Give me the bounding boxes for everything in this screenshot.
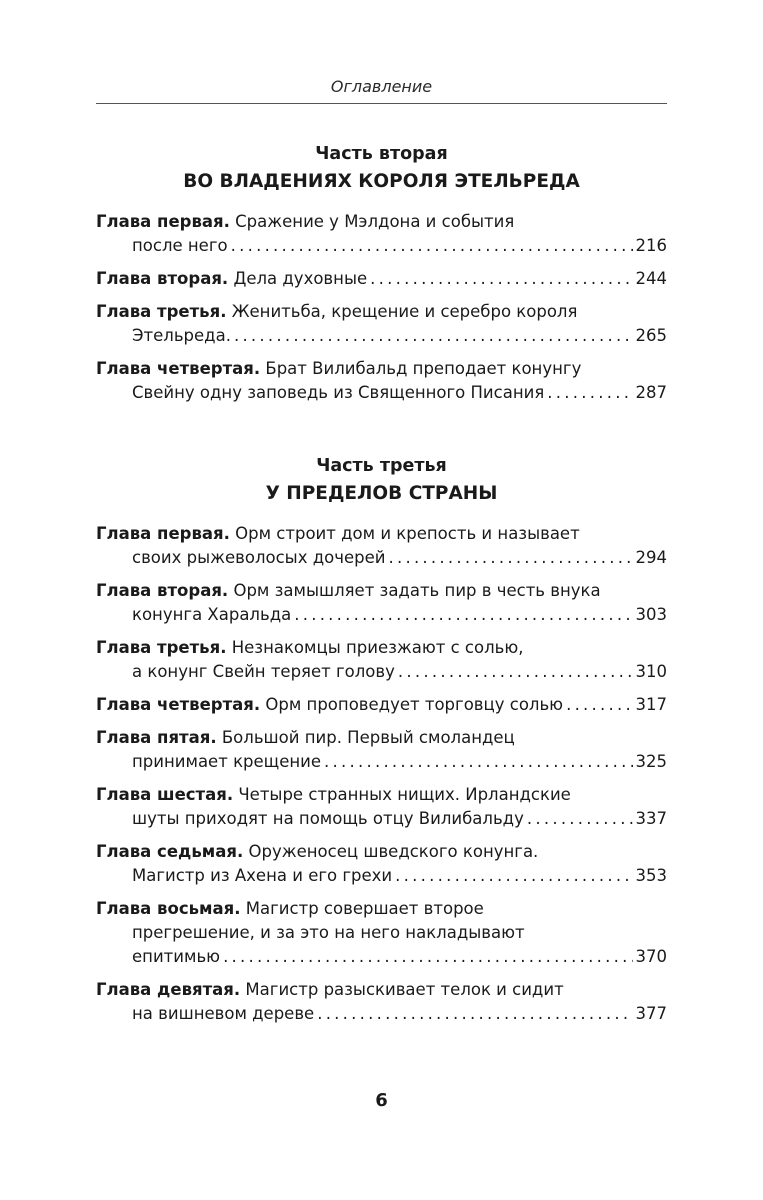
chapter-title-text: Магистр совершает второе [245,899,484,918]
chapter-page-number: 265 [635,326,667,345]
chapter-title-text: после него [132,236,228,255]
part-two [96,141,667,414]
toc-entry-line [96,381,667,405]
chapter-title-text: а конунг Свейн теряет голову [132,662,395,681]
header-rule [96,103,667,104]
chapter-title-text: своих рыжеволосых дочерей [132,548,386,567]
chapter-page-number: 370 [635,947,667,966]
chapter-label: Глава третья. [96,638,227,657]
toc-list [96,210,667,405]
chapter-label: Глава первая. [96,212,230,231]
part-heading [96,141,667,196]
toc-entry [96,726,667,774]
toc-entry-line [96,840,667,864]
dot-leader [395,864,632,888]
toc-entry-line [96,579,667,603]
toc-entry-line [96,726,667,750]
toc-entry [96,300,667,348]
chapter-page-number: 303 [635,605,667,624]
toc-entry [96,978,667,1026]
toc-entry [96,267,667,291]
chapter-title-text: Орм строит дом и крепость и называет [235,524,580,543]
dot-leader [388,546,632,570]
chapter-page-number: 294 [635,548,667,567]
chapter-label: Глава вторая. [96,269,229,288]
chapter-title-text: на вишневом дереве [132,1004,315,1023]
chapter-title-text: Орм проповедует торговцу солью [265,695,564,714]
chapter-title-text: Свейну одну заповедь из Священного Писания [132,383,545,402]
chapter-title-text: Магистр разыскивает телок и сидит [245,980,564,999]
toc-entry-line [96,603,667,627]
dot-leader [527,807,633,831]
chapter-title-text: епитимью [132,947,221,966]
chapter-page-number: 317 [635,695,667,714]
chapter-label: Глава пятая. [96,728,217,747]
toc-list [96,522,667,1026]
chapter-title-text: Дела духовные [233,269,368,288]
dot-leader [324,750,632,774]
chapter-title-text: Сражение у Мэлдона и события [235,212,515,231]
dot-leader [370,267,632,291]
chapter-title-text: Орм замышляет задать пир в честь внука [233,581,601,600]
toc-entry-line [96,324,667,348]
chapter-title-text: Большой пир. Первый смоландец [221,728,515,747]
toc-entry-line [96,267,667,291]
chapter-title-text: Брат Вилибальд преподает конунгу [265,359,582,378]
toc-entry-line [96,783,667,807]
toc-entry [96,357,667,405]
chapter-label: Глава четвертая. [96,695,261,714]
chapter-title-text: Женитьба, крещение и серебро короля [231,302,578,321]
toc-entry-line [96,921,667,945]
toc-entry-line [96,636,667,660]
part-label: Часть третья [316,456,447,476]
chapter-label: Глава девятая. [96,980,241,999]
toc-entry-line [96,978,667,1002]
toc-entry-line [96,660,667,684]
dot-leader [566,693,632,717]
chapter-page-number: 377 [635,1004,667,1023]
chapter-label: Глава восьмая. [96,899,241,918]
chapter-title-text: шуты приходят на помощь отцу Вилибальду [132,809,524,828]
chapter-title-text: конунга Харальда [132,605,292,624]
toc-entry-line [96,897,667,921]
toc-entry [96,579,667,627]
toc-entry [96,210,667,258]
dot-leader [234,324,633,348]
part-label: Часть вторая [315,144,448,164]
toc-entry-line [96,945,667,969]
chapter-label: Глава вторая. [96,581,229,600]
chapter-title-text: Магистр из Ахена и его грехи [132,866,393,885]
dot-leader [223,945,632,969]
toc-entry [96,636,667,684]
dot-leader [231,234,633,258]
toc-entry-line [96,357,667,381]
toc-entry-line [96,300,667,324]
chapter-page-number: 337 [635,809,667,828]
toc-entry-line [96,807,667,831]
dot-leader [317,1002,632,1026]
toc-entry [96,840,667,888]
chapter-label: Глава шестая. [96,785,234,804]
dot-leader [294,603,632,627]
chapter-title-text: принимает крещение [132,752,322,771]
chapter-title-text: прегрешение, и за это на него накладывают [132,923,525,942]
dot-leader [398,660,633,684]
toc-entry-line [96,522,667,546]
running-head: Оглавление [330,77,433,96]
chapter-title-text: Четыре странных нищих. Ирландские [238,785,571,804]
chapter-label: Глава первая. [96,524,230,543]
chapter-page-number: 244 [635,269,667,288]
toc-entry-line [96,864,667,888]
part-title: ВО ВЛАДЕНИЯХ КОРОЛЯ ЭТЕЛЬРЕДА [183,171,580,192]
page-number: 6 [375,1090,388,1111]
chapter-page-number: 325 [635,752,667,771]
part-heading [96,453,667,508]
dot-leader [547,381,632,405]
chapter-title-text: Оруженосец шведского конунга. [248,842,539,861]
toc-entry [96,693,667,717]
chapter-page-number: 310 [635,662,667,681]
part-three [96,453,667,1035]
toc-entry-line [96,210,667,234]
toc-entry-line [96,1002,667,1026]
part-title: У ПРЕДЕЛОВ СТРАНЫ [265,483,498,504]
toc-entry-line [96,546,667,570]
chapter-page-number: 353 [635,866,667,885]
chapter-label: Глава третья. [96,302,227,321]
chapter-title-text: Этельреда. [132,326,231,345]
chapter-label: Глава четвертая. [96,359,261,378]
chapter-page-number: 216 [635,236,667,255]
toc-entry [96,897,667,969]
toc-entry [96,783,667,831]
toc-entry-line [96,234,667,258]
chapter-page-number: 287 [635,383,667,402]
toc-entry-line [96,750,667,774]
chapter-label: Глава седьмая. [96,842,244,861]
toc-entry-line [96,693,667,717]
toc-entry [96,522,667,570]
chapter-title-text: Незнакомцы приезжают с солью, [231,638,524,657]
